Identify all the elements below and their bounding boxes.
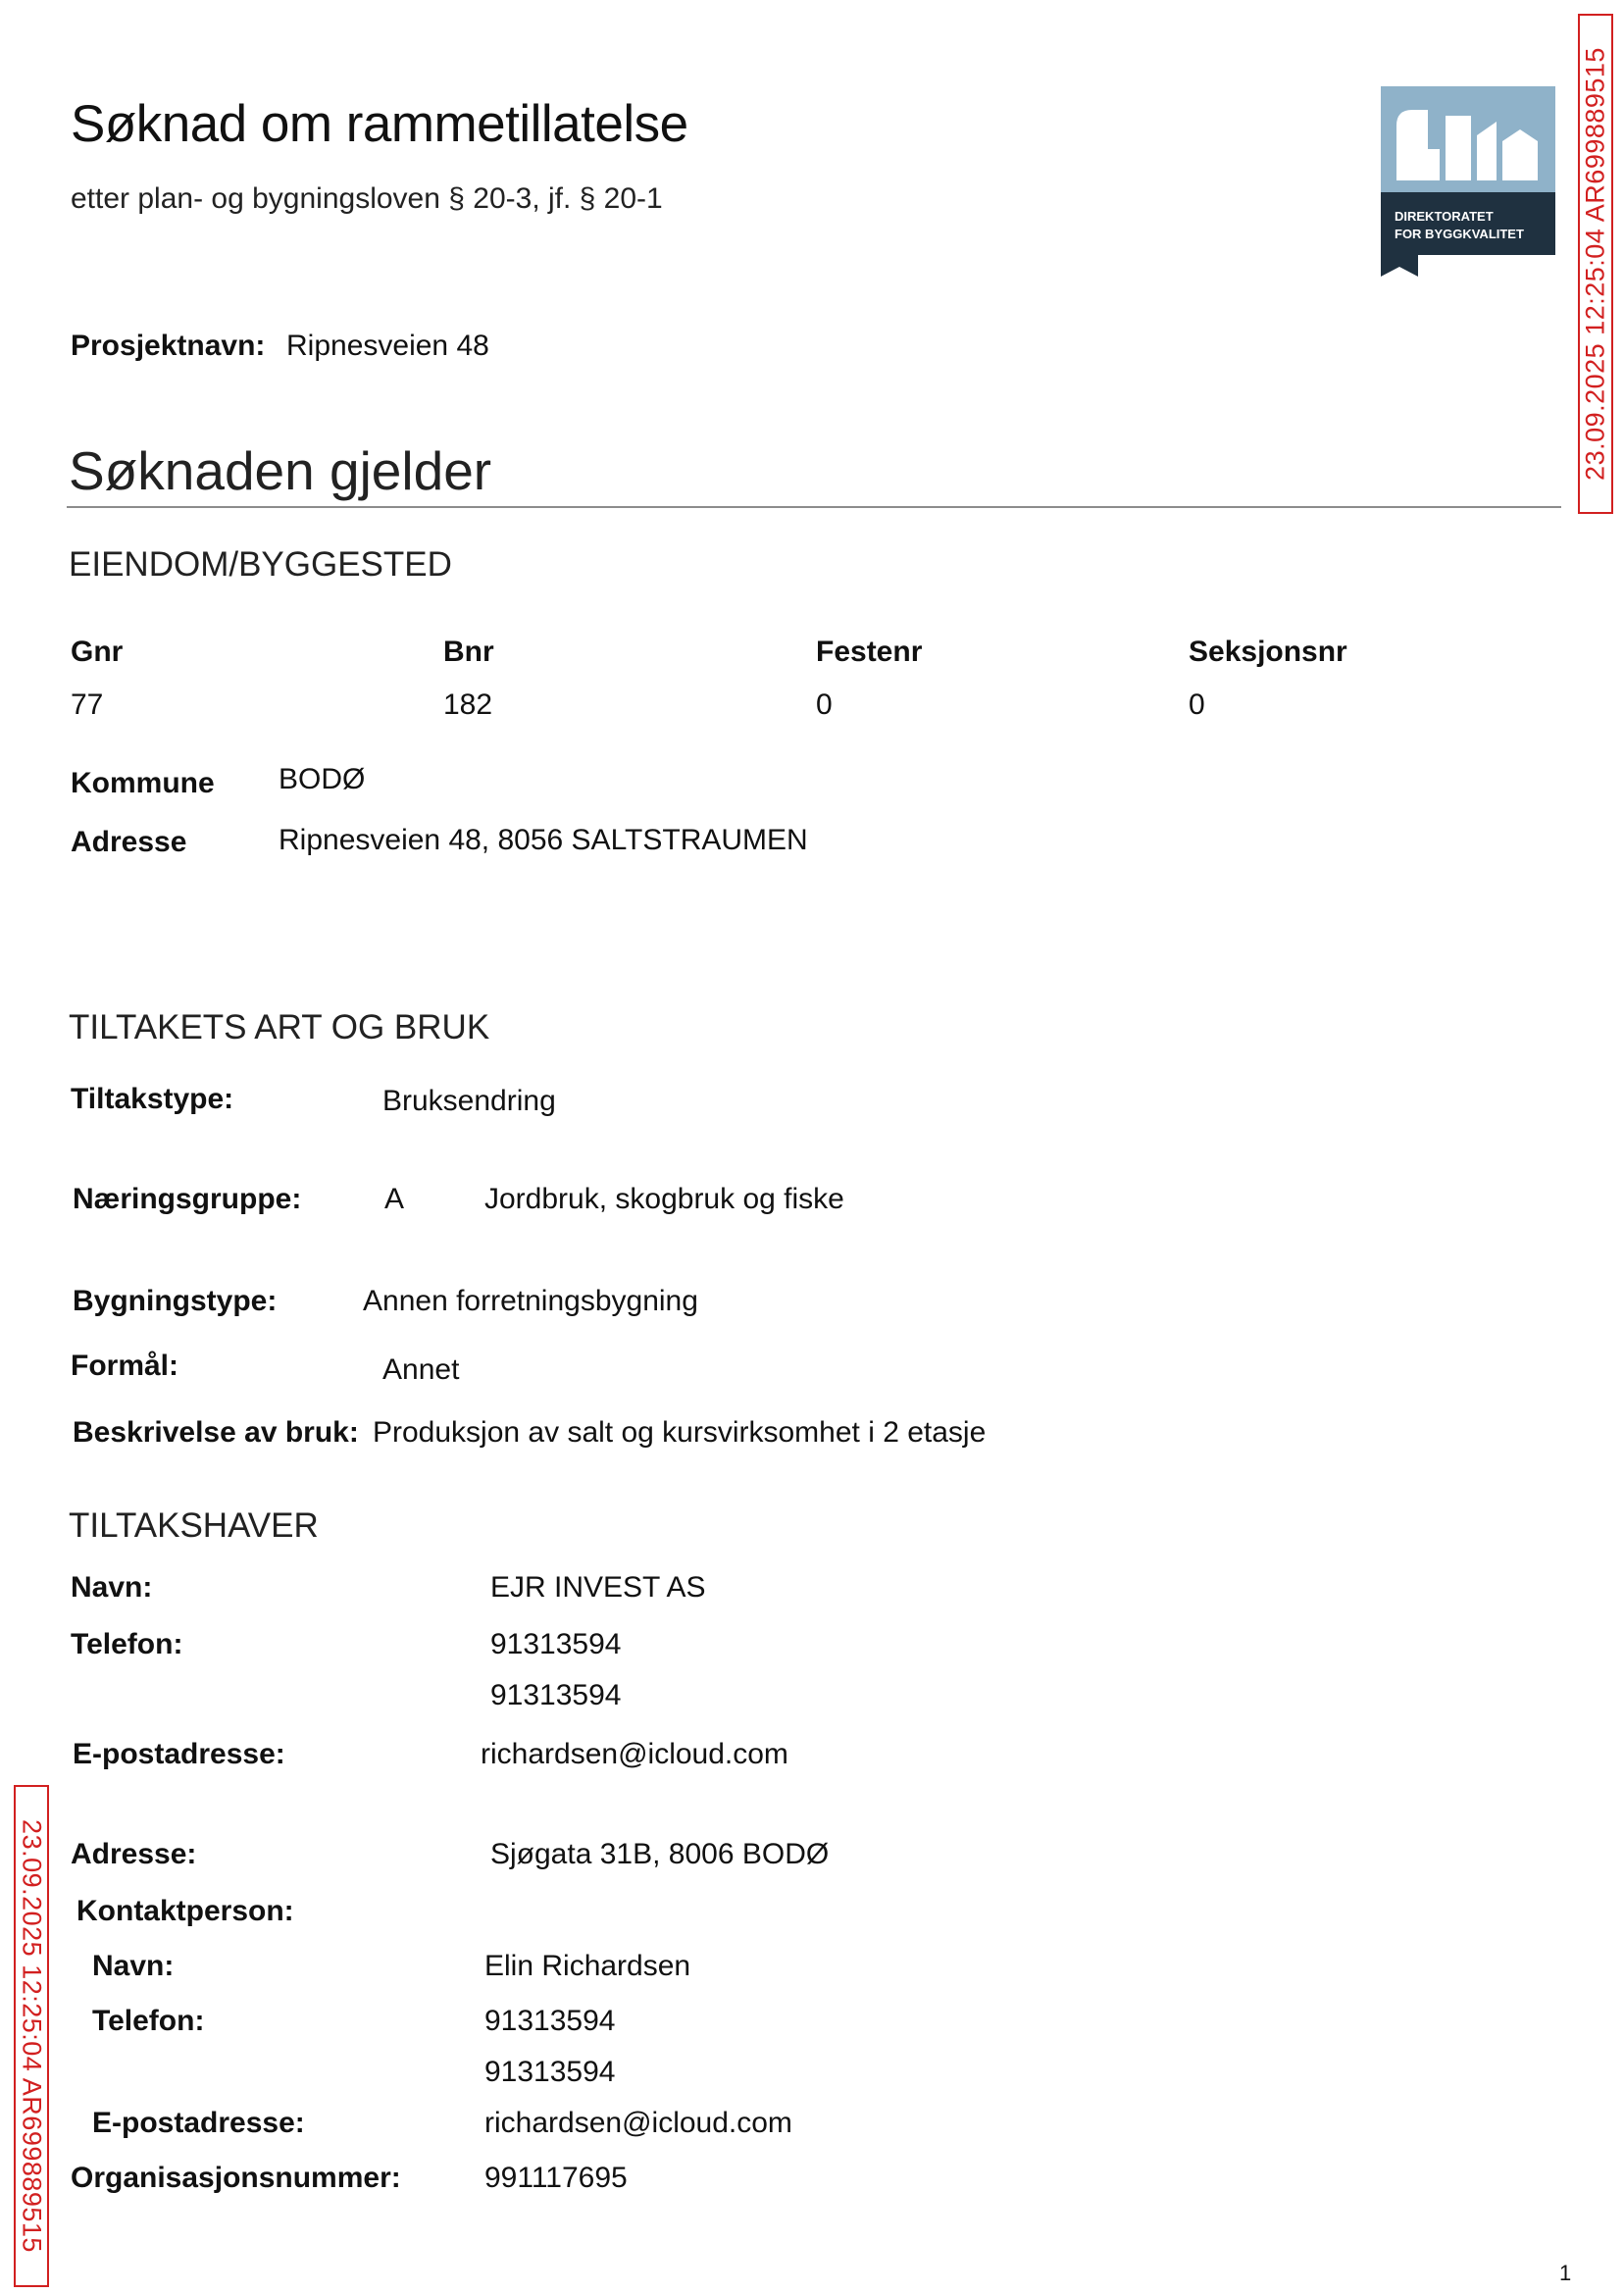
formal-value: Annet bbox=[382, 1353, 460, 1386]
naeringsgruppe-label: Næringsgruppe: bbox=[73, 1183, 302, 1215]
tiltak-heading: TILTAKETS ART OG BRUK bbox=[69, 1008, 490, 1046]
timestamp-stamp-top bbox=[1578, 14, 1613, 514]
logo-text-line2: FOR BYGGKVALITET bbox=[1395, 227, 1524, 241]
orgnr-label: Organisasjonsnummer: bbox=[71, 2162, 401, 2194]
bnr-label: Bnr bbox=[443, 636, 494, 668]
document-title: Søknad om rammetillatelse bbox=[71, 95, 688, 153]
seksjonsnr-value: 0 bbox=[1189, 688, 1205, 721]
kontaktperson-epost-label: E-postadresse: bbox=[92, 2107, 305, 2139]
epost-label: E-postadresse: bbox=[73, 1738, 285, 1770]
telefon-value-1: 91313594 bbox=[490, 1628, 622, 1660]
eiendom-heading: EIENDOM/BYGGESTED bbox=[69, 545, 452, 584]
kommune-label: Kommune bbox=[71, 767, 215, 799]
telefon-value-2: 91313594 bbox=[490, 1679, 622, 1711]
kontaktperson-navn-label: Navn: bbox=[92, 1950, 175, 1982]
section-divider bbox=[67, 506, 1561, 508]
dibk-logo bbox=[1381, 86, 1555, 277]
epost-value: richardsen@icloud.com bbox=[481, 1738, 788, 1770]
logo-text-line1: DIREKTORATET bbox=[1395, 209, 1494, 224]
navn-label: Navn: bbox=[71, 1571, 153, 1604]
kontaktperson-epost-value: richardsen@icloud.com bbox=[484, 2107, 792, 2139]
naeringsgruppe-value: Jordbruk, skogbruk og fiske bbox=[484, 1183, 844, 1215]
beskrivelse-value: Produksjon av salt og kursvirksomhet i 2 etasje bbox=[373, 1416, 987, 1449]
project-label: Prosjektnavn: bbox=[71, 330, 266, 362]
page-number: 1 bbox=[1559, 2261, 1572, 2285]
tiltakstype-label: Tiltakstype: bbox=[71, 1083, 234, 1115]
adresse-label: Adresse bbox=[71, 826, 187, 858]
gnr-label: Gnr bbox=[71, 636, 124, 668]
bnr-value: 182 bbox=[443, 688, 493, 721]
beskrivelse-label: Beskrivelse av bruk: bbox=[73, 1416, 359, 1449]
bygningstype-value: Annen forretningsbygning bbox=[363, 1285, 698, 1317]
kontaktperson-telefon-value-2: 91313594 bbox=[484, 2056, 616, 2088]
kontaktperson-telefon-value-1: 91313594 bbox=[484, 2005, 616, 2037]
section-title: Søknaden gjelder bbox=[69, 440, 492, 501]
gnr-value: 77 bbox=[71, 688, 104, 721]
naeringsgruppe-code: A bbox=[384, 1183, 405, 1215]
formal-label: Formål: bbox=[71, 1350, 179, 1382]
orgnr-value: 991117695 bbox=[484, 2162, 628, 2194]
adresse-value: Sjøgata 31B, 8006 BODØ bbox=[490, 1838, 830, 1870]
seksjonsnr-label: Seksjonsnr bbox=[1189, 636, 1347, 668]
stamp-text: 23.09.2025 12:25:04 AR699889515 bbox=[17, 1819, 47, 2253]
kontaktperson-label: Kontaktperson: bbox=[76, 1895, 294, 1927]
kommune-value: BODØ bbox=[279, 763, 366, 795]
stamp-text: 23.09.2025 12:25:04 AR699889515 bbox=[1580, 47, 1610, 481]
tiltakstype-value: Bruksendring bbox=[382, 1085, 556, 1117]
timestamp-stamp-bottom bbox=[14, 1785, 49, 2287]
adresse-label: Adresse: bbox=[71, 1838, 197, 1870]
adresse-value: Ripnesveien 48, 8056 SALTSTRAUMEN bbox=[279, 824, 808, 856]
project-value: Ripnesveien 48 bbox=[286, 330, 489, 362]
bygningstype-label: Bygningstype: bbox=[73, 1285, 278, 1317]
tiltakshaver-heading: TILTAKSHAVER bbox=[69, 1506, 319, 1545]
kontaktperson-telefon-label: Telefon: bbox=[92, 2005, 205, 2037]
festenr-value: 0 bbox=[816, 688, 833, 721]
kontaktperson-navn-value: Elin Richardsen bbox=[484, 1950, 691, 1982]
telefon-label: Telefon: bbox=[71, 1628, 183, 1660]
document-subtitle: etter plan- og bygningsloven § 20-3, jf. § 20-1 bbox=[71, 182, 663, 215]
navn-value: EJR INVEST AS bbox=[490, 1571, 706, 1604]
festenr-label: Festenr bbox=[816, 636, 923, 668]
